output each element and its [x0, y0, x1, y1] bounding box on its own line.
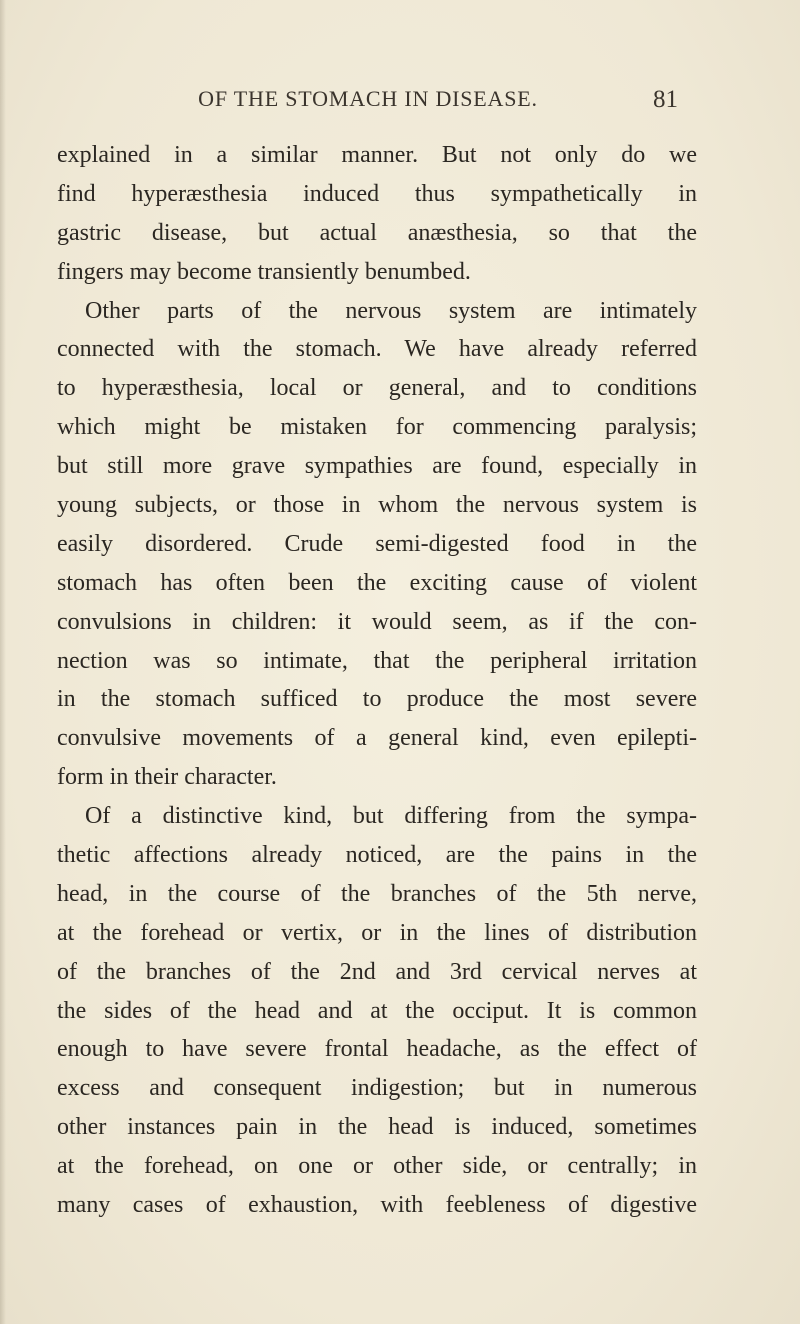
text-line: many cases of exhaustion, with feebleness of digestive [57, 1192, 697, 1219]
text-line: the sides of the head and at the occiput. It is common [57, 997, 697, 1024]
text-line: Other parts of the nervous system are intimately [85, 297, 697, 324]
text-line: Of a distinctive kind, but differing from the sympa- [85, 803, 697, 830]
text-line: in the stomach sufficed to produce the most severe [57, 686, 697, 713]
text-line: connected with the stomach. We have already referred [57, 336, 697, 363]
text-line: explained in a similar manner. But not only do we [57, 142, 697, 168]
page-header [90, 86, 690, 120]
text-line: other instances pain in the head is induced, sometimes [57, 1114, 697, 1141]
running-head: OF THE STOMACH IN DISEASE. [198, 86, 538, 111]
text-line: nection was so intimate, that the peripheral irritation [57, 647, 697, 674]
text-line: at the forehead or vertix, or in the lines of distribution [57, 919, 697, 946]
text-line: to hyperæsthesia, local or general, and to conditions [57, 375, 697, 402]
text-line: thetic affections already noticed, are the pains in the [57, 842, 697, 869]
text-line: head, in the course of the branches of the 5th nerve, [57, 880, 697, 907]
text-line: excess and consequent indigestion; but in numerous [57, 1075, 697, 1102]
text-line: convulsive movements of a general kind, even epilepti- [57, 725, 697, 752]
page-edge-shadow [0, 0, 6, 1324]
text-line: enough to have severe frontal headache, as the effect of [57, 1036, 697, 1063]
text-line: convulsions in children: it would seem, as if the con- [57, 608, 697, 635]
text-line: young subjects, or those in whom the nervous system is [57, 492, 697, 519]
text-line: fingers may become transiently benumbed. [57, 258, 471, 285]
text-line: which might be mistaken for commencing paralysis; [57, 414, 697, 441]
text-line: gastric disease, but actual anæsthesia, so that the [57, 219, 697, 246]
text-line: easily disordered. Crude semi-digested food in the [57, 530, 697, 557]
text-line: find hyperæsthesia induced thus sympathetically in [57, 180, 697, 207]
text-line: of the branches of the 2nd and 3rd cervical nerves at [57, 958, 697, 985]
text-line: stomach has often been the exciting cause of violent [57, 569, 697, 596]
text-line: at the forehead, on one or other side, or centrally; in [57, 1153, 697, 1180]
text-line: form in their character. [57, 764, 277, 791]
text-line: but still more grave sympathies are found, especially in [57, 453, 697, 480]
body-text [57, 136, 697, 1225]
page-number: 81 [653, 86, 678, 113]
